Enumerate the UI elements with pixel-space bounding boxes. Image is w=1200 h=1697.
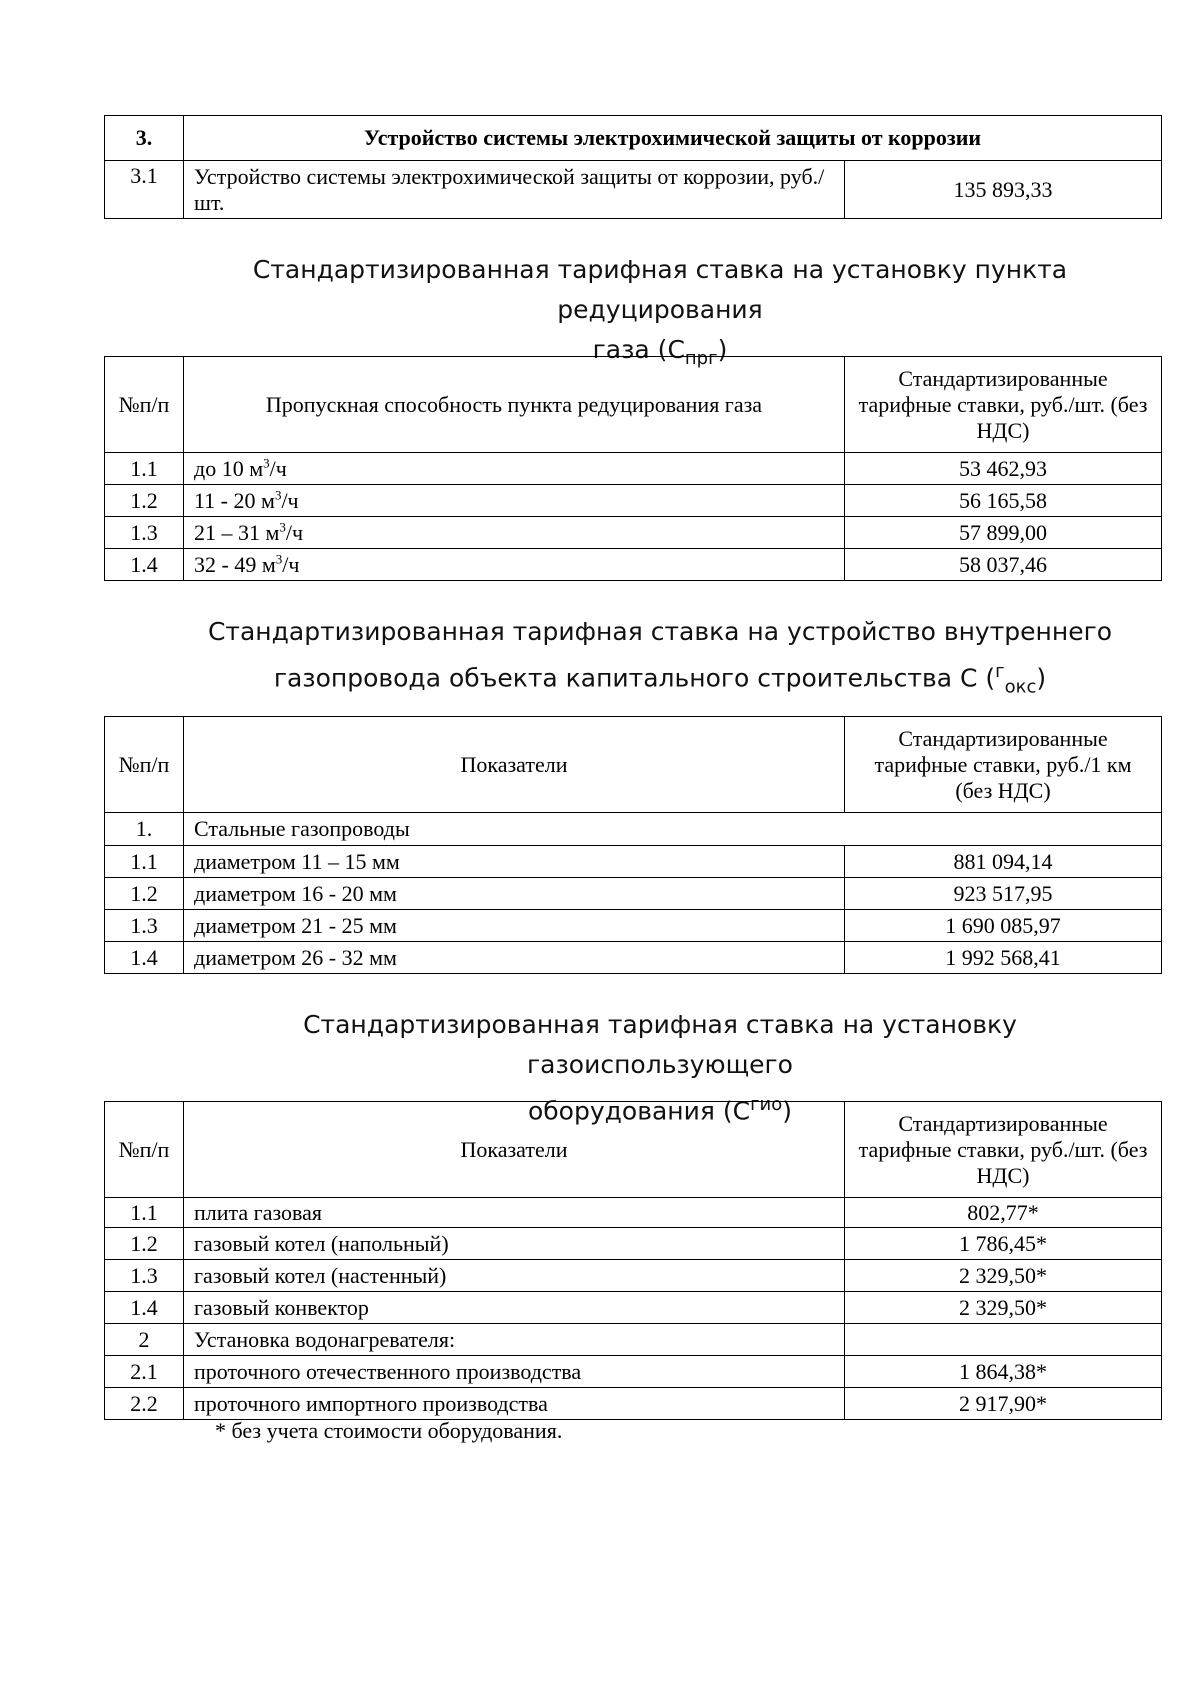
row-name: диаметром 26 - 32 мм	[184, 942, 845, 974]
row-value: 2 329,50*	[845, 1260, 1162, 1292]
prg-caption-line2: газа $(С_{прг})$	[592, 335, 728, 369]
row-value: 56 165,58	[845, 485, 1162, 517]
ecp-section-title: Устройство системы электрохимической защиты от коррозии	[184, 116, 1162, 161]
header-value: Стандартизированные тарифные ставки, руб./шт. (без НДС)	[845, 1102, 1162, 1198]
row-number: 1.3	[105, 910, 184, 942]
oks-table	[104, 716, 1162, 974]
row-name: диаметром 21 - 25 мм	[184, 910, 845, 942]
row-value: 923 517,95	[845, 878, 1162, 910]
row-name: проточного импортного производства	[184, 1388, 845, 1420]
table-row	[105, 1198, 1162, 1228]
header-value: Стандартизированные тарифные ставки, руб./1 км (без НДС)	[845, 717, 1162, 813]
table-row	[105, 1388, 1162, 1420]
row-value: 802,77*	[845, 1198, 1162, 1228]
gio-table	[104, 1101, 1162, 1420]
table-row	[105, 942, 1162, 974]
row-value: 53 462,93	[845, 453, 1162, 485]
row-name: диаметром 11 – 15 мм	[184, 846, 845, 878]
table-row	[105, 1324, 1162, 1356]
table-header-row	[105, 357, 1162, 453]
row-number: 2	[105, 1324, 184, 1356]
row-number: 1.4	[105, 942, 184, 974]
row-value: 2 329,50*	[845, 1292, 1162, 1324]
row-name: проточного отечественного производства	[184, 1356, 845, 1388]
header-name: Пропускная способность пункта редуцирования газа	[184, 357, 845, 453]
row-number: 1.1	[105, 1198, 184, 1228]
group-number: 1.	[105, 813, 184, 846]
row-value: 58 037,46	[845, 549, 1162, 581]
row-value: 881 094,14	[845, 846, 1162, 878]
row-number: 1.1	[105, 453, 184, 485]
table-row	[105, 549, 1162, 581]
row-number: 1.4	[105, 549, 184, 581]
row-name: 11 - 20 $м^3/ч$	[184, 485, 845, 517]
row-number: 2.1	[105, 1356, 184, 1388]
group-name: Стальные газопроводы	[184, 813, 1162, 846]
oks-caption-line2: газопровода объекта капитального строительства С ($^г_{окс}$)	[273, 661, 1047, 698]
table-header-row	[105, 1102, 1162, 1198]
table-row	[105, 1356, 1162, 1388]
row-name: газовый котел (напольный)	[184, 1228, 845, 1260]
row-value: 1 690 085,97	[845, 910, 1162, 942]
row-number: 2.2	[105, 1388, 184, 1420]
row-number: 1.4	[105, 1292, 184, 1324]
row-name: 21 – 31 $м^3/ч$	[184, 517, 845, 549]
row-name: газовый конвектор	[184, 1292, 845, 1324]
prg-caption-line1: Стандартизированная тарифная ставка на установку пункта редуцирования	[252, 255, 1068, 324]
header-number: №п/п	[105, 1102, 184, 1198]
table-header-row	[105, 717, 1162, 813]
table-row	[105, 485, 1162, 517]
header-name: Показатели	[184, 1102, 845, 1198]
header-name: Показатели	[184, 717, 845, 813]
row-name: диаметром 16 - 20 мм	[184, 878, 845, 910]
row-value: 57 899,00	[845, 517, 1162, 549]
table-row	[105, 1260, 1162, 1292]
table-row	[105, 453, 1162, 485]
table-row	[105, 1228, 1162, 1260]
row-number: 1.2	[105, 878, 184, 910]
row-value: 1 864,38*	[845, 1356, 1162, 1388]
row-number: 1.2	[105, 485, 184, 517]
row-number: 1.3	[105, 1260, 184, 1292]
ecp-section-row	[105, 116, 1162, 161]
row-name: 32 - 49 $м^3/ч$	[184, 549, 845, 581]
row-number: 1.2	[105, 1228, 184, 1260]
header-value: Стандартизированные тарифные ставки, руб./шт. (без НДС)	[845, 357, 1162, 453]
gio-caption-line1: Стандартизированная тарифная ставка на установку газоиспользующего	[303, 1010, 1017, 1079]
table-row	[105, 1292, 1162, 1324]
oks-caption-line1: Стандартизированная тарифная ставка на устройство внутреннего	[207, 617, 1113, 646]
ecp-section-number: 3.	[105, 116, 184, 161]
row-number: 1.3	[105, 517, 184, 549]
ecp-table	[104, 115, 1162, 219]
table-row	[105, 161, 1162, 219]
row-name: Установка водонагревателя:	[184, 1324, 845, 1356]
prg-table	[104, 356, 1162, 581]
row-value: 135 893,33	[845, 161, 1162, 219]
row-name: Устройство системы электрохимической защиты от коррозии, руб./шт.	[184, 161, 845, 219]
row-name: газовый котел (настенный)	[184, 1260, 845, 1292]
table-row	[105, 517, 1162, 549]
oks-caption	[180, 612, 1140, 707]
footnote: * без учета стоимости оборудования.	[215, 1418, 563, 1443]
table-row	[105, 846, 1162, 878]
table-group-row	[105, 813, 1162, 846]
row-number: 3.1	[105, 161, 184, 219]
header-number: №п/п	[105, 717, 184, 813]
gio-caption-line2: оборудования $(С^{гио})$	[527, 1094, 793, 1126]
header-number: №п/п	[105, 357, 184, 453]
table-row	[105, 878, 1162, 910]
row-value: 1 786,45*	[845, 1228, 1162, 1260]
row-number: 1.1	[105, 846, 184, 878]
row-name: плита газовая	[184, 1198, 845, 1228]
row-value: 2 917,90*	[845, 1388, 1162, 1420]
row-value: 1 992 568,41	[845, 942, 1162, 974]
row-value	[845, 1324, 1162, 1356]
table-row	[105, 910, 1162, 942]
row-name: до 10 $м^3/ч$	[184, 453, 845, 485]
